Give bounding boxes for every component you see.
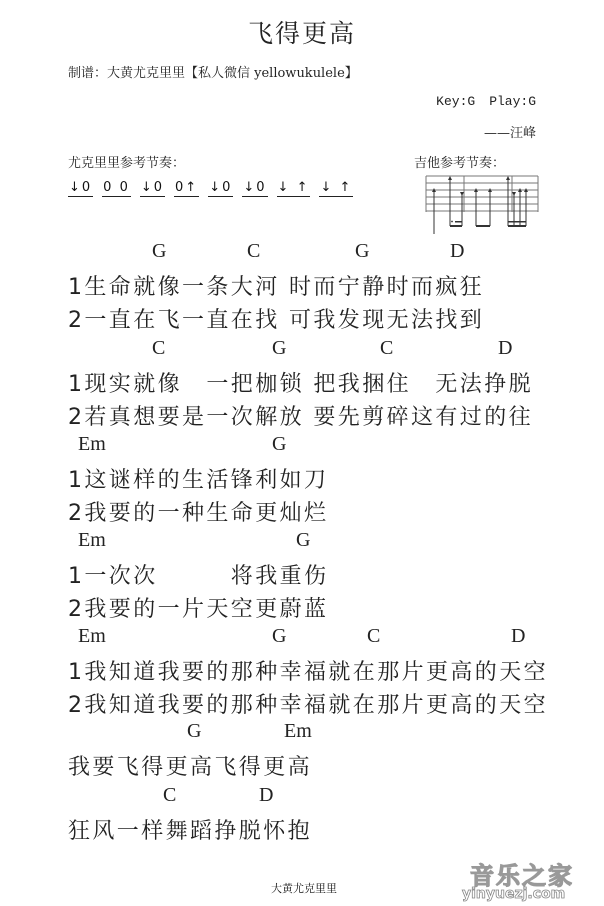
key-info — [436, 94, 536, 109]
lyric-line: 我要飞得更高飞得更高 — [68, 755, 313, 780]
lyric-line: 2我要的一片天空更蔚蓝 — [68, 597, 329, 622]
song-title: 飞得更高 — [247, 19, 356, 48]
chord-label: G — [355, 240, 370, 262]
lyric-line: 1现实就像 一把枷锁 把我捆住 无法挣脱 — [68, 372, 533, 397]
ukulele-strum-pattern — [68, 181, 353, 197]
key-label: Key:G — [436, 94, 476, 109]
strum-beat: ↓0 — [209, 180, 233, 195]
arranger-credit: 制谱：大黄尤克里里【私人微信 yellowukulele】 — [68, 66, 358, 81]
strum-beat: 0↑ — [175, 180, 199, 195]
guitar-rhythm-label: 吉他参考节奏： — [414, 156, 506, 171]
chord-label: C — [380, 337, 394, 359]
lyric-line: 1这谜样的生活锋利如刀 — [68, 468, 329, 493]
strum-beat: ↓0 — [140, 180, 165, 195]
lyric-line: 狂风一样舞蹈挣脱怀抱 — [68, 819, 313, 844]
chord-label: D — [498, 337, 513, 359]
singer-name: ——汪峰 — [483, 126, 536, 141]
chord-label: G — [296, 529, 311, 551]
footer-author: 大黄尤克里里 — [271, 882, 337, 895]
chord-label: D — [450, 240, 465, 262]
chord-label: D — [259, 784, 274, 806]
lyric-line: 2若真想要是一次解放 要先剪碎这有过的往 — [68, 405, 533, 430]
lyric-line: 1生命就像一条大河 时而宁静时而疯狂 — [68, 275, 485, 300]
chord-label: G — [272, 625, 287, 647]
lyric-line: 2一直在飞一直在找 可我发现无法找到 — [68, 308, 485, 333]
watermark-url: yinyuezj.com — [462, 886, 566, 902]
chord-label: G — [152, 240, 167, 262]
chord-label: Em — [78, 625, 106, 647]
guitar-tab-diagram-icon — [424, 174, 540, 238]
strum-beat: 0 0 — [103, 180, 130, 195]
chord-label: G — [187, 720, 202, 742]
strum-beat: ↓ ↑ — [320, 180, 353, 195]
chord-label: C — [152, 337, 166, 359]
lyric-line: 1我知道我要的那种幸福就在那片更高的天空 — [68, 660, 548, 685]
chord-label: C — [163, 784, 177, 806]
chord-label: Em — [78, 433, 106, 455]
watermark-title: 音乐之家 — [470, 862, 574, 890]
chord-label: C — [367, 625, 381, 647]
strum-beat: ↓0 — [69, 180, 93, 195]
lyric-line: 2我知道我要的那种幸福就在那片更高的天空 — [68, 693, 548, 718]
ukulele-rhythm-label: 尤克里里参考节奏： — [68, 156, 186, 171]
chord-label: Em — [284, 720, 312, 742]
chord-label: C — [247, 240, 261, 262]
chord-label: D — [511, 625, 526, 647]
lyric-line: 1一次次 将我重伤 — [68, 564, 329, 589]
lyric-line: 2我要的一种生命更灿烂 — [68, 501, 329, 526]
strum-beat: ↓0 — [243, 180, 267, 195]
play-label: Play:G — [489, 94, 536, 109]
watermark-logo — [462, 856, 604, 906]
chord-label: G — [272, 433, 287, 455]
chord-label: Em — [78, 529, 106, 551]
strum-beat: ↓ ↑ — [277, 180, 310, 195]
chord-label: G — [272, 337, 287, 359]
